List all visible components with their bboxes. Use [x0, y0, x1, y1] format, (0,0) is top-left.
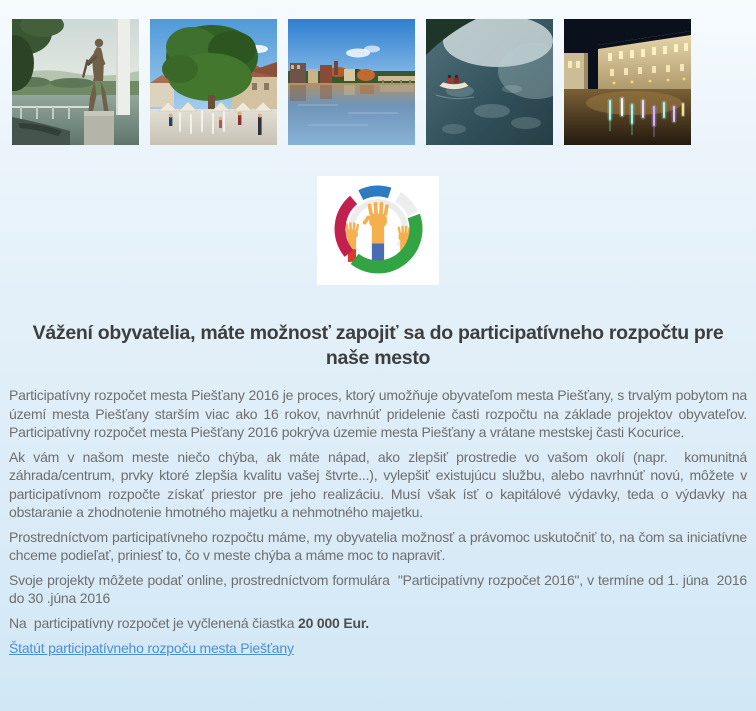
logo-row: [0, 176, 756, 285]
allocation-prefix: Na participatívny rozpočet je vyčlenená čiastka: [9, 614, 299, 631]
article-body: [0, 386, 756, 656]
paragraph-citizen-power: Prostredníctvom participatívneho rozpočtu máme, my obyvatelia možnosť a právomoc uskutočniť to, na čom sa iniciatívne chceme podieľať, priniesť to, čo v meste chýba a máme moc to napraviť.: [9, 528, 747, 563]
raised-hands-logo-icon: [317, 176, 439, 285]
statute-link[interactable]: Štatút participatívneho rozpoču mesta Piešťany: [9, 640, 294, 656]
participatory-budget-logo: [317, 176, 439, 285]
boat-photo-illustration: [426, 19, 553, 145]
paragraph-allocation: [9, 614, 747, 633]
night-photo-illustration: [564, 19, 691, 145]
paragraph-submission-info: Svoje projekty môžete podať online, prostredníctvom formulára "Participatívny rozpočet 2016", v termíne od 1. júna 2016 do 30 .júna 2016: [9, 571, 747, 606]
paragraph-idea-examples: Ak vám v našom meste niečo chýba, ak máte nápad, ako zlepšiť prostredie vo vašom okolí (napr. komunitná záhrada/centrum, prvky ktoré zlepšia kvalitu vašej štvrte...), vylepšiť existujúcu službu, alebo navrhnúť novú, môžete v participatívnom rozpočte získať priestor pre jeho realizáciu. Musí však ísť o kapitálové výdavky, teda o výdavky na obstaranie a zhodnotenie hmotného majetku a nehmotného majetku.: [9, 448, 747, 520]
photo-gallery: [0, 0, 756, 145]
photo-boat-on-lake[interactable]: [426, 19, 553, 145]
allocation-amount: 20 000 Eur.: [298, 614, 369, 631]
photo-town-square-tree-fountain[interactable]: [150, 19, 277, 145]
photo-statue-by-lake[interactable]: [12, 19, 139, 145]
paragraph-process-description: Participatívny rozpočet mesta Piešťany 2016 je proces, ktorý umožňuje obyvateľom mesta Piešťany, s trvalým pobytom na území mesta Piešťany starším viac ako 16 rokov, navrhnúť pridelenie časti rozpočtu na základe projektov obyvateľov. Participatívny rozpočet mesta Piešťany 2016 pokrýva územie mesta Piešťany a vrátane mestskej časti Kocurice.: [9, 387, 747, 440]
river-photo-illustration: [288, 19, 415, 145]
page-title: Vážení obyvatelia, máte možnosť zapojiť sa do participatívneho rozpočtu pre naše mesto: [32, 322, 724, 369]
square-photo-illustration: [150, 19, 277, 145]
statue-photo-illustration: [12, 19, 139, 145]
photo-night-square-fountains[interactable]: [564, 19, 691, 145]
photo-riverfront-panorama[interactable]: [288, 19, 415, 145]
